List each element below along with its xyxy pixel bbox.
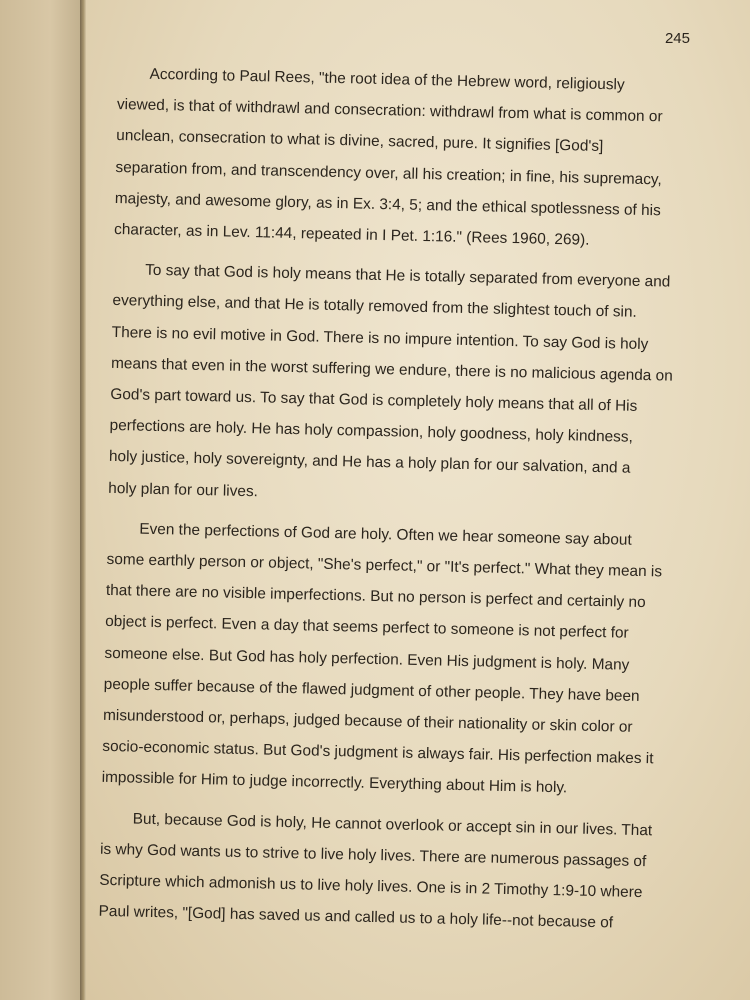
page-number: 245 [664,30,690,47]
paragraph-god-is-holy [108,254,706,517]
text-line: character, as in Lev. 11:44, repeated in I Pet. 1:16." (Rees 1960, 269). [113,220,590,249]
text-line: everything else, and that He is totally removed from the slightest touch of sin. [112,292,637,322]
text-line: According to Paul Rees, "the root idea of the Hebrew word, religiously [149,65,625,94]
text-line: God's part toward us. To say that God is completely holy means that all of His [110,385,638,415]
facing-page-edge [0,0,84,1000]
paragraph-holy-lives [98,802,693,940]
text-line: Scripture which admonish us to live holy lives. One is in 2 Timothy 1:9-10 where [99,871,643,902]
book-page [86,0,750,1000]
text-line: holy plan for our lives. [108,479,259,500]
text-line: majesty, and awesome glory, as in Ex. 3:4, 5; and the ethical spotlessness of his [114,189,661,220]
paragraph-rees-quote [114,58,710,259]
text-line: There is no evil motive in God. There is no impure intention. To say God is holy [111,323,649,353]
text-line: unclean, consecration to what is divine, sacred, pure. It signifies [God's] [116,127,604,156]
text-line: impossible for Him to judge incorrectly. Everything about Him is holy. [101,769,568,797]
text-line: Even the perfections of God are holy. Often we hear someone say about [139,520,632,549]
text-line: means that even in the worst suffering we endure, there is no malicious agenda on [110,354,673,385]
text-line: separation from, and transcendency over, all his creation; in fine, his supremacy, [115,158,662,188]
text-line: people suffer because of the flawed judgment of other people. They have been [103,675,640,705]
paragraph-perfections [101,513,699,807]
text-line: To say that God is holy means that He is totally separated from everyone and [144,261,671,291]
text-line: object is perfect. Even a day that seems perfect to someone is not perfect for [105,613,629,643]
text-line: holy justice, holy sovereignty, and He has a holy plan for our salvation, and a [108,448,631,478]
text-line: perfections are holy. He has holy compassion, holy goodness, holy kindness, [109,417,634,447]
body-text [98,58,710,950]
text-line: someone else. But God has holy perfection. Even His judgment is holy. Many [104,644,630,674]
text-line: is why God wants us to strive to live holy lives. There are numerous passages of [99,840,647,871]
text-line: socio-economic status. But God's judgment is always fair. His perfection makes it [102,738,654,768]
text-line: viewed, is that of withdrawl and consecration: withdrawl from what is common or [116,96,663,126]
text-line: that there are no visible imperfections. But no person is perfect and certainly no [105,582,646,612]
text-line: some earthly person or object, "She's perfect," or "It's perfect." What they mean is [106,550,663,581]
text-line: Paul writes, "[God] has saved us and called us to a holy life--not because of [98,903,614,932]
text-line: But, because God is holy, He cannot overlook or accept sin in our lives. That [132,810,653,839]
text-line: misunderstood or, perhaps, judged because of their nationality or skin color or [102,706,633,736]
